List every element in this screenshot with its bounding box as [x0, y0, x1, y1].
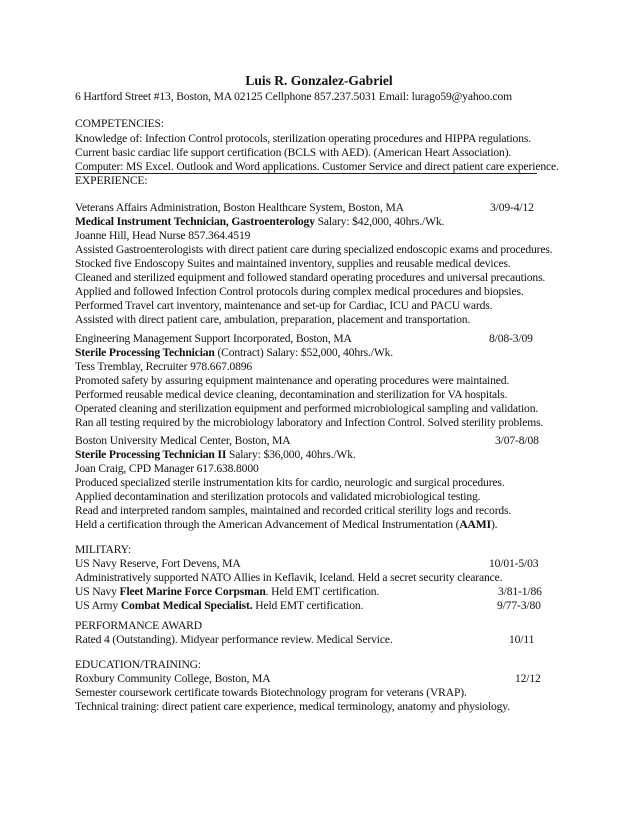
job-title-line: [75, 346, 393, 361]
job-duty: [75, 518, 497, 533]
job-duty: Applied decontamination and sterilization protocols and validated microbiological testing.: [75, 490, 481, 503]
job-contact: Tess Tremblay, Recruiter 978.667.0896: [75, 360, 253, 373]
job-duty-text: Held a certification through the American Advancement of Medical Instrumentation (: [75, 518, 460, 531]
award-heading: PERFORMANCE AWARD: [75, 619, 202, 632]
job-dates: 3/07-8/08: [495, 434, 539, 447]
job-duty: Assisted with direct patient care, ambulation, preparation, placement and transportation.: [75, 313, 471, 326]
contact-line: 6 Hartford Street #13, Boston, MA 02125 Cellphone 857.237.5031 Email: lurago59@yahoo.com: [75, 90, 513, 103]
competencies-heading: COMPETENCIES:: [75, 117, 164, 130]
military-dates: 3/81-1/86: [498, 585, 542, 598]
aami-abbrev: AAMI: [459, 518, 491, 531]
military-note: . Held EMT certification.: [265, 585, 380, 598]
job-duty: Assisted Gastroenterologists with direct patient care during specialized endoscopic exams and procedures.: [75, 243, 553, 256]
job-dates: 8/08-3/09: [489, 332, 533, 345]
military-branch: US Navy: [75, 585, 120, 598]
job-duty: Ran all testing required by the microbiology laboratory and Infection Control. Solved sterility problems.: [75, 416, 544, 429]
job-duty-text: ).: [490, 518, 498, 531]
competency-item: Current basic cardiac life support certification (BCLS with AED). (American Heart Association).: [75, 146, 512, 159]
military-heading: MILITARY:: [75, 543, 131, 556]
job-title: Medical Instrument Technician, Gastroenterology: [75, 215, 315, 228]
job-salary: Salary: $36,000, 40hrs./Wk.: [226, 448, 356, 461]
military-branch: US Army: [75, 599, 121, 612]
job-duty: Cleaned and sterilized equipment and followed standard operating procedures and universal precautions.: [75, 271, 546, 284]
job-title-line: [75, 215, 444, 230]
job-duty: Read and interpreted random samples, maintained and recorded critical sterility logs and records.: [75, 504, 512, 517]
military-entry: [75, 585, 379, 600]
job-contact: Joan Craig, CPD Manager 617.638.8000: [75, 462, 259, 475]
job-salary: (Contract) Salary: $52,000, 40hrs./Wk.: [214, 346, 394, 359]
military-entry: [75, 599, 363, 614]
job-duty: Applied and followed Infection Control protocols during complex medical procedures and biopsies.: [75, 285, 524, 298]
job-employer: Engineering Management Support Incorporated, Boston, MA: [75, 332, 352, 345]
military-entry: US Navy Reserve, Fort Devens, MA: [75, 557, 241, 570]
job-contact: Joanne Hill, Head Nurse 857.364.4519: [75, 229, 251, 242]
military-dates: 9/77-3/80: [497, 599, 541, 612]
job-title: Sterile Processing Technician: [75, 346, 215, 359]
education-item: Technical training: direct patient care experience, medical terminology, anatomy and physiology.: [75, 700, 510, 713]
award-text: Rated 4 (Outstanding). Midyear performance review. Medical Service.: [75, 633, 393, 646]
military-note: Held EMT certification.: [252, 599, 364, 612]
competency-item: Knowledge of: Infection Control protocols, sterilization operating procedures and HIPPA regulations.: [75, 132, 531, 145]
education-school: Roxbury Community College, Boston, MA: [75, 672, 271, 685]
job-duty: Promoted safety by assuring equipment maintenance and operating procedures were maintained.: [75, 374, 510, 387]
job-dates: 3/09-4/12: [490, 201, 534, 214]
education-item: Semester coursework certificate towards Biotechnology program for veterans (VRAP).: [75, 686, 467, 699]
job-employer: Boston University Medical Center, Boston, MA: [75, 434, 291, 447]
job-salary: Salary: $42,000, 40hrs./Wk.: [314, 215, 445, 228]
job-duty: Performed Travel cart inventory, maintenance and set-up for Cardiac, ICU and PACU wards.: [75, 299, 493, 312]
military-role: Combat Medical Specialist.: [120, 599, 253, 612]
military-dates: 10/01-5/03: [489, 557, 539, 570]
military-duty: Administratively supported NATO Allies in Keflavik, Iceland. Held a secret security clearance.: [75, 571, 503, 584]
award-dates: 10/11: [509, 633, 535, 646]
job-duty: Stocked five Endoscopy Suites and maintained inventory, supplies and reusable medical devices.: [75, 257, 511, 270]
job-duty: Produced specialized sterile instrumentation kits for cardio, neurologic and surgical procedures.: [75, 476, 505, 489]
education-heading: EDUCATION/TRAINING:: [75, 658, 201, 671]
job-duty: Operated cleaning and sterilization equipment and performed microbiological sampling and validation.: [75, 402, 539, 415]
military-role: Fleet Marine Force Corpsman: [119, 585, 266, 598]
resume-name: Luis R. Gonzalez-Gabriel: [245, 73, 393, 88]
education-dates: 12/12: [515, 672, 541, 685]
experience-heading: EXPERIENCE:: [75, 174, 148, 187]
job-title: Sterile Processing Technician II: [75, 448, 227, 461]
job-title-line: [75, 448, 356, 463]
competency-item: Computer: MS Excel. Outlook and Word applications. Customer Service and direct patient care experience.: [75, 160, 559, 173]
job-employer: Veterans Affairs Administration, Boston Healthcare System, Boston, MA: [75, 201, 404, 214]
job-duty: Performed reusable medical device cleaning, decontamination and sterilization for VA hospitals.: [75, 388, 508, 401]
